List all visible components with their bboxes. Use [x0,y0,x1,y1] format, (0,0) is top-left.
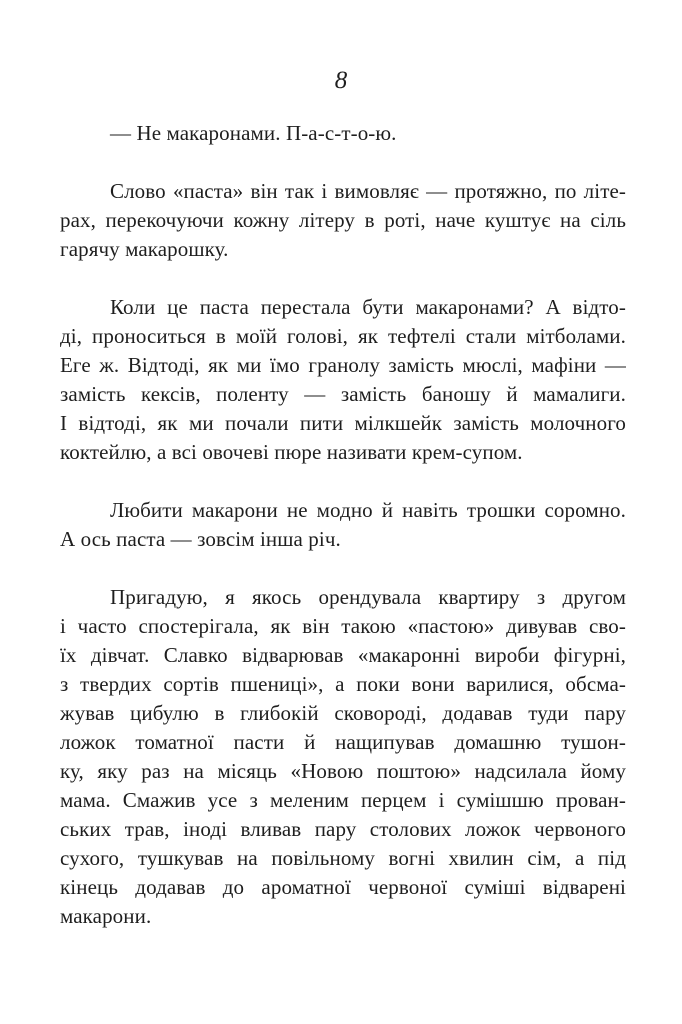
paragraph [60,177,626,264]
text-line: рах, перекочуючи кожну літеру в роті, наче куштує на сіль [60,208,626,232]
text-block [60,119,626,931]
page-number: 8 [334,67,348,94]
text-line: коктейлю, а всі овочеві пюре називати крем-супом. [60,440,523,464]
text-line: кінець додавав до ароматної червоної суміші відварені [60,875,626,899]
text-line: — Не макаронами. П-а-с-т-о-ю. [110,121,397,145]
text-line: ських трав, іноді вливав пару столових ложок червоного [60,817,626,841]
text-line: Еге ж. Відтоді, як ми їмо гранолу замість мюслі, мафіни — [60,353,626,377]
text-line: гарячу макарошку. [60,237,229,261]
paragraph [60,583,626,931]
text-line: замість кексів, поленту — замість баношу й мамалиги. [60,382,626,406]
text-line: ді, проноситься в моїй голові, як тефтелі стали мітболами. [60,324,626,348]
text-line: сухого, тушкував на повільному вогні хвилин сім, а під [60,846,626,870]
text-line: з твердих сортів пшениці», а поки вони варилися, обсма- [60,672,626,696]
text-line: Любити макарони не модно й навіть трошки соромно. [110,498,626,522]
text-line: Слово «паста» він так і вимовляє — протяжно, по літе- [110,179,626,203]
text-line: мама. Смажив усе з меленим перцем і сумішшю прован- [60,788,626,812]
text-line: жував цибулю в глибокій сковороді, додавав туди пару [60,701,626,725]
text-line: Пригадую, я якось орендувала квартиру з другом [110,585,626,609]
text-line: макарони. [60,904,152,928]
paragraph [60,119,626,148]
text-line: ложок томатної пасти й нащипував домашню тушон- [60,730,626,754]
text-line: А ось паста — зовсім інша річ. [60,527,341,551]
paragraph [60,496,626,554]
text-line: Коли це паста перестала бути макаронами? А відто- [110,295,626,319]
text-line: ку, яку раз на місяць «Новою поштою» надсилала йому [60,759,626,783]
text-line: І відтоді, як ми почали пити мілкшейк замість молочного [60,411,626,435]
text-line: їх дівчат. Славко відварював «макаронні вироби фігурні, [60,643,626,667]
paragraph [60,293,626,467]
text-line: і часто спостерігала, як він такою «пастою» дивував сво- [60,614,626,638]
